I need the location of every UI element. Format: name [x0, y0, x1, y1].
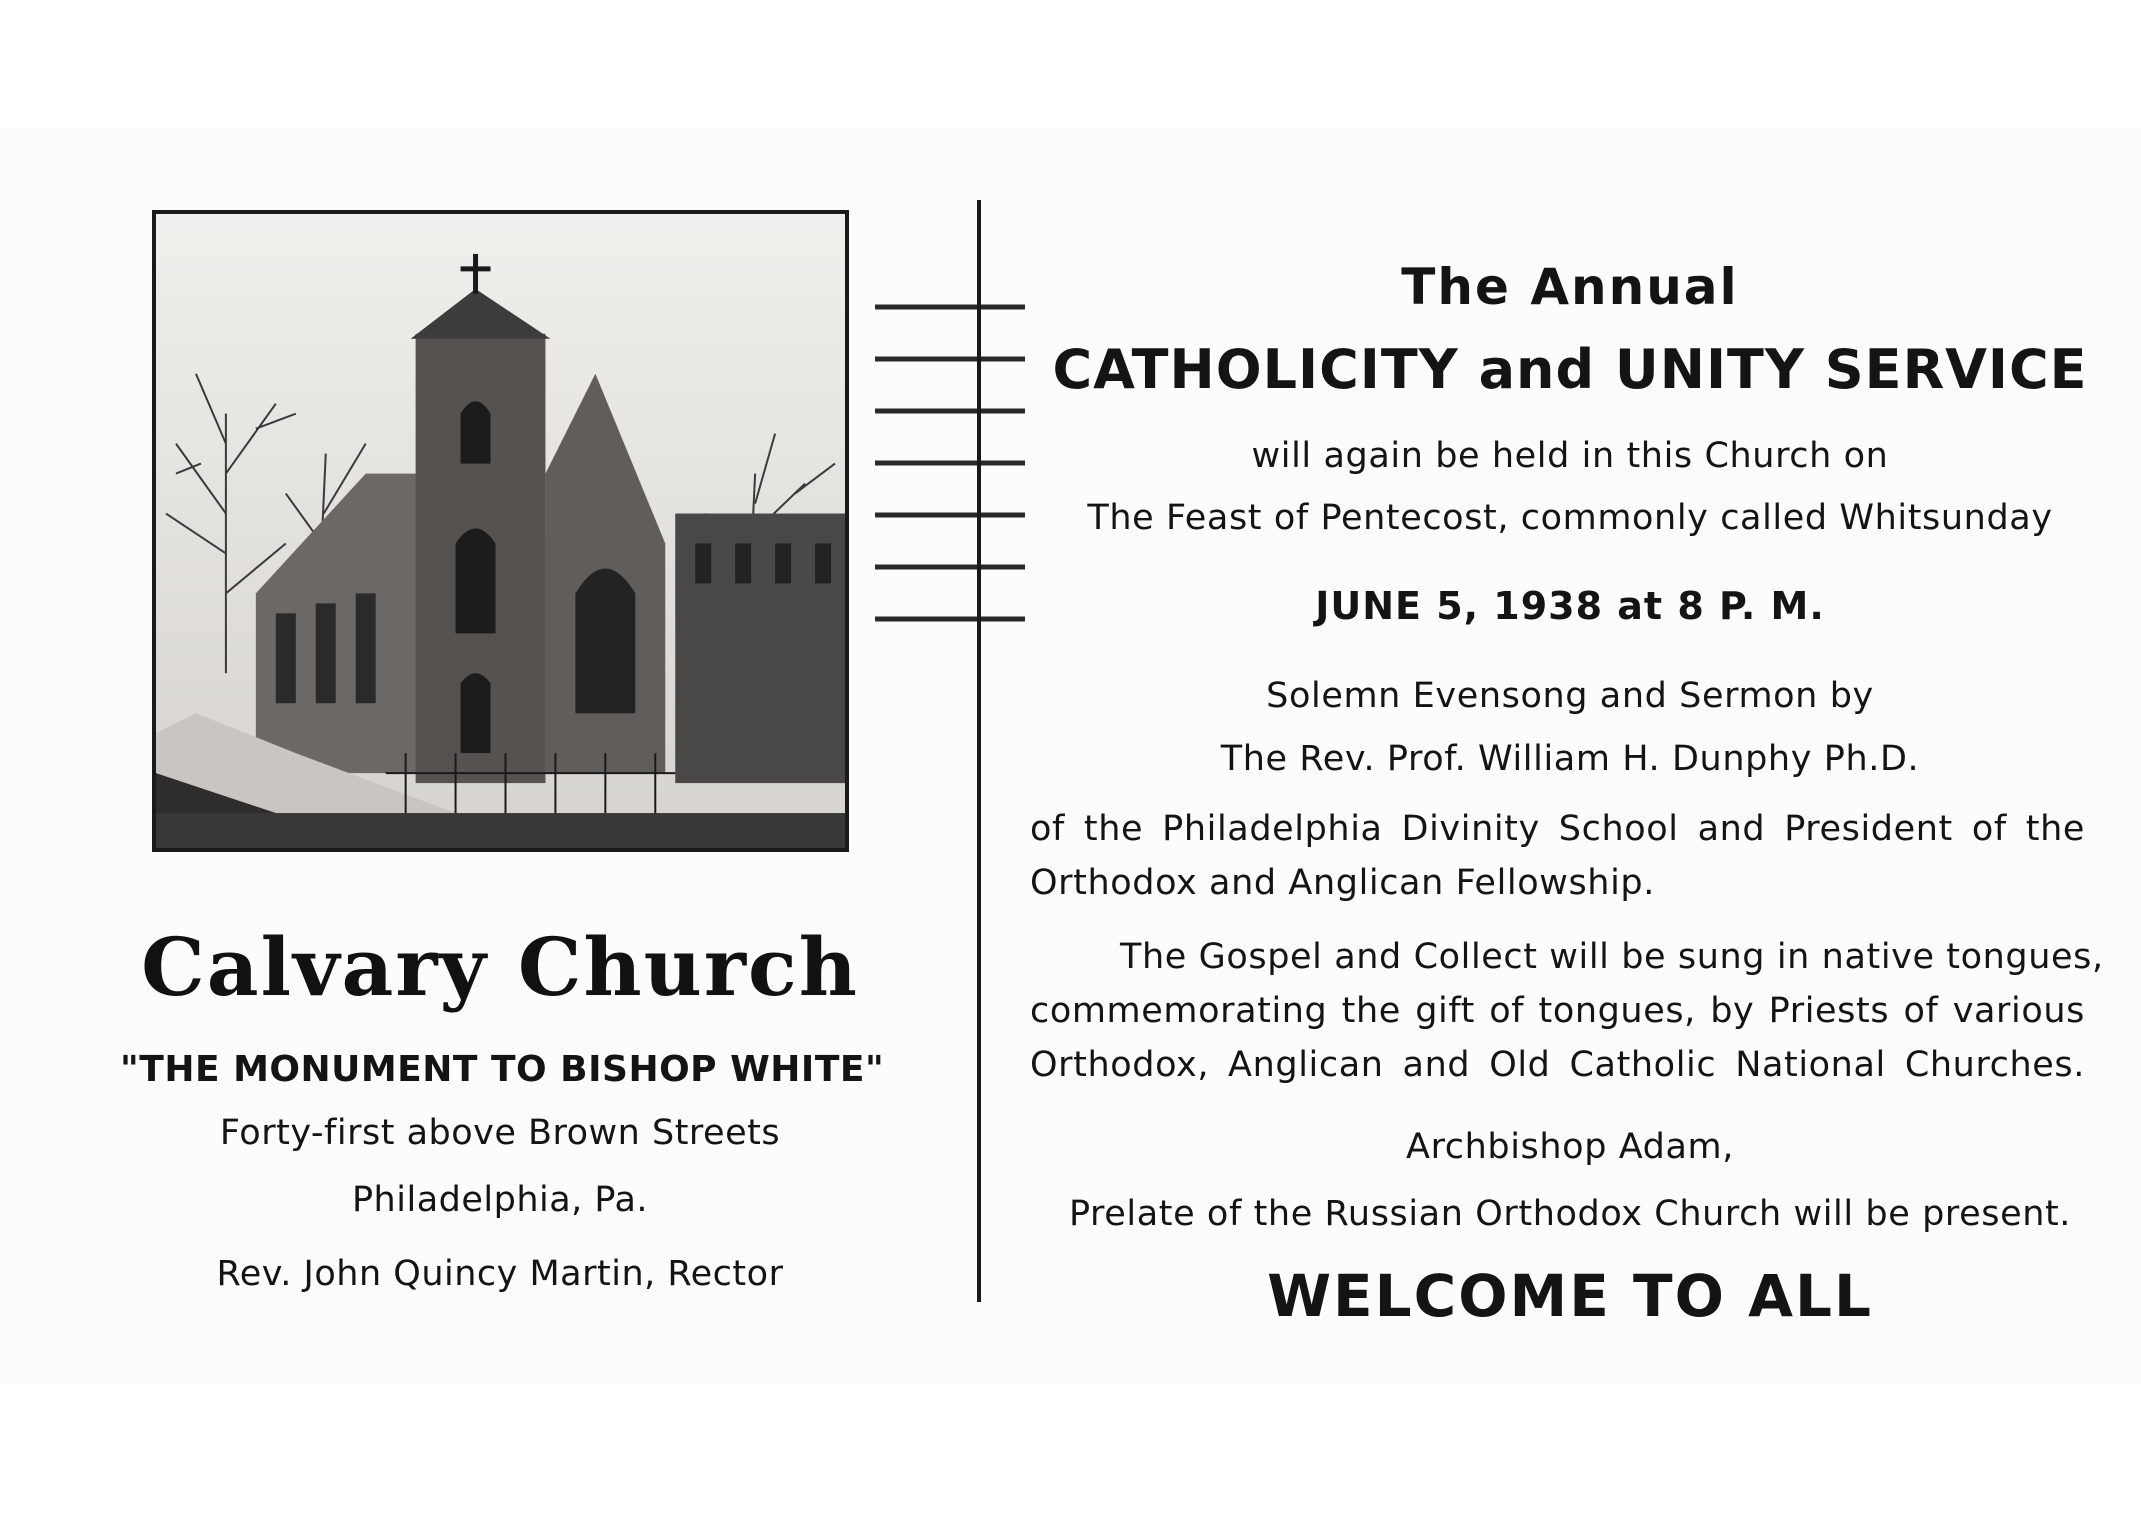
gospel-line-2: commemorating the gift of tongues, by Priests of various [1030, 991, 2085, 1031]
gospel-line-1: The Gospel and Collect will be sung in native tongues, [1120, 937, 2104, 977]
archbishop-line: Archbishop Adam, [1406, 1127, 1734, 1167]
postmark-cancellation-lines [875, 297, 1025, 637]
church-name: Calvary Church [141, 920, 859, 1014]
gospel-line-3: Orthodox, Anglican and Old Catholic National Churches. [1030, 1045, 2085, 1085]
heading-the-annual: The Annual [1401, 258, 1739, 316]
gospel-paragraph [1030, 930, 2104, 1092]
address-line: Forty-first above Brown Streets [219, 1113, 781, 1153]
column-divider [977, 200, 981, 1302]
preacher-line: The Rev. Prof. William H. Dunphy Ph.D. [1220, 739, 1920, 779]
monument-line: "THE MONUMENT TO BISHOP WHITE" [120, 1049, 885, 1090]
rector-line: Rev. John Quincy Martin, Rector [216, 1254, 784, 1294]
city-line: Philadelphia, Pa. [351, 1180, 649, 1220]
school-line-1: of the Philadelphia Divinity School and President of the [1030, 809, 2085, 849]
held-line: will again be held in this Church on [1251, 436, 1889, 476]
school-line-2: Orthodox and Anglican Fellowship. [1030, 863, 1655, 903]
welcome-line: WELCOME TO ALL [1267, 1262, 1873, 1330]
evensong-line: Solemn Evensong and Sermon by [1266, 676, 1874, 716]
service-title: CATHOLICITY and UNITY SERVICE [1052, 338, 2088, 401]
prelate-line: Prelate of the Russian Orthodox Church will be present. [1068, 1194, 2072, 1234]
school-paragraph [1030, 802, 2085, 910]
church-photo [152, 210, 849, 852]
feast-line: The Feast of Pentecost, commonly called Whitsunday [1087, 498, 2053, 538]
service-date: JUNE 5, 1938 at 8 P. M. [1315, 584, 1825, 628]
